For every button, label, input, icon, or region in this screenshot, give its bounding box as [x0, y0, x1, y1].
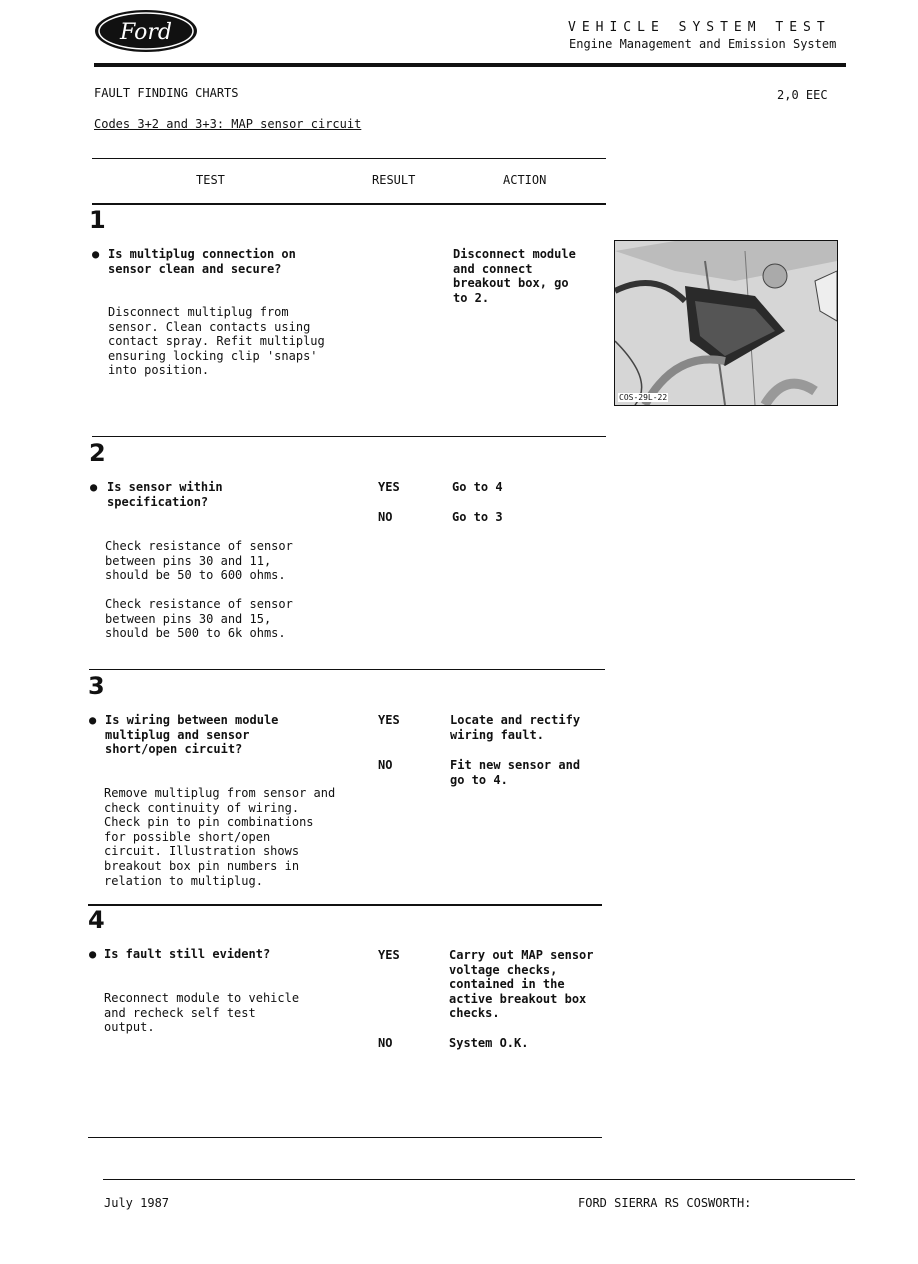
column-result: RESULT — [372, 173, 416, 187]
step-2-instruction-2: Check resistance of sensor between pins 30 and 15, should be 500 to 6k ohms. — [105, 597, 293, 641]
footer-model: FORD SIERRA RS COSWORTH: — [578, 1196, 752, 1210]
document-subtitle: Engine Management and Emission System — [569, 37, 837, 51]
step-2-no: NO — [378, 510, 393, 524]
step-1-instruction: Disconnect multiplug from sensor. Clean contacts using contact spray. Refit multiplug ensuring locking clip 'snaps' into position. — [108, 305, 325, 378]
step-1-rule — [92, 436, 606, 437]
step-3-no: NO — [378, 758, 393, 772]
section-label: FAULT FINDING CHARTS — [94, 86, 239, 100]
step-4-bullet: ● — [89, 947, 97, 961]
ford-logo — [94, 9, 198, 53]
step-2-yes-action: Go to 4 — [452, 480, 503, 494]
step-2-rule — [89, 669, 605, 670]
header-rule — [94, 63, 846, 67]
step-3-no-action: Fit new sensor and go to 4. — [450, 758, 581, 787]
photo-caption: COS-29L-22 — [619, 393, 668, 402]
step-4-no-action: System O.K. — [449, 1036, 529, 1050]
step-4-question: Is fault still evident? — [104, 947, 271, 961]
step-4-yes-action: Carry out MAP sensor voltage checks, contained in the active breakout box checks. — [449, 948, 594, 1021]
step-3-number: 3 — [88, 672, 105, 700]
codes-heading: Codes 3+2 and 3+3: MAP sensor circuit — [94, 117, 362, 131]
step-4-yes: YES — [378, 948, 400, 962]
step-1-number: 1 — [89, 206, 106, 234]
engine-label: 2,0 EEC — [777, 88, 828, 102]
footer-rule — [103, 1179, 855, 1180]
table-bottom-rule — [88, 1137, 602, 1138]
step-3-yes-action: Locate and rectify wiring fault. — [450, 713, 581, 742]
table-header-rule — [92, 203, 606, 205]
step-2-yes: YES — [378, 480, 400, 494]
step-1-bullet: ● — [92, 247, 100, 261]
step-3-rule — [88, 904, 602, 906]
step-4-number: 4 — [88, 906, 105, 934]
step-2-instruction-1: Check resistance of sensor between pins 30 and 11, should be 50 to 600 ohms. — [105, 539, 293, 583]
step-1-question: Is multiplug connection on sensor clean and secure? — [108, 247, 296, 276]
step-4-no: NO — [378, 1036, 393, 1050]
sensor-photo — [614, 240, 838, 406]
step-2-no-action: Go to 3 — [452, 510, 503, 524]
step-4-instruction: Reconnect module to vehicle and recheck self test output. — [104, 991, 300, 1035]
step-2-question: Is sensor within specification? — [107, 480, 223, 509]
column-action: ACTION — [503, 173, 547, 187]
step-2-number: 2 — [89, 439, 106, 467]
step-3-instruction: Remove multiplug from sensor and check continuity of wiring. Check pin to pin combinations for possible short/open circuit. Illustration shows breakout box pin numbers in relation to multiplug. — [104, 786, 336, 888]
step-1-action: Disconnect module and connect breakout box, go to 2. — [453, 247, 576, 305]
document-title: VEHICLE SYSTEM TEST — [568, 20, 831, 35]
column-test: TEST — [196, 173, 225, 187]
logo-text: Ford — [120, 20, 172, 45]
footer-date: July 1987 — [104, 1196, 170, 1210]
step-3-yes: YES — [378, 713, 400, 727]
step-3-question: Is wiring between module multiplug and sensor short/open circuit? — [105, 713, 279, 757]
table-top-rule — [92, 158, 606, 159]
step-3-bullet: ● — [89, 713, 97, 727]
step-2-bullet: ● — [90, 480, 98, 494]
